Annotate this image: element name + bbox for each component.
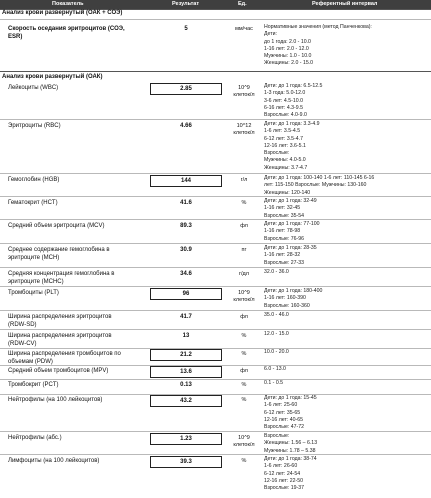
reference-range bbox=[264, 456, 429, 492]
unit-line: % bbox=[241, 397, 247, 403]
unit-line: 10^12 bbox=[236, 123, 252, 129]
reference-line: 1-16 лет: 28-32 bbox=[264, 252, 301, 259]
result-value: 89.3 bbox=[180, 223, 192, 229]
unit-label bbox=[232, 382, 256, 389]
row-divider bbox=[0, 329, 431, 330]
test-name-line: Нейтрофилы (абс.) bbox=[8, 435, 62, 441]
result-value: 30.9 bbox=[180, 247, 192, 253]
reference-line: 6.0 - 13.0 bbox=[264, 366, 286, 372]
reference-line: Дети: bbox=[264, 31, 277, 38]
unit-line: клеток/л bbox=[233, 442, 255, 448]
test-name-line: Среднее содержание гемоглобина в bbox=[8, 247, 110, 253]
reference-range bbox=[264, 121, 429, 172]
result-value: 4.66 bbox=[180, 123, 192, 129]
unit-line: пг bbox=[241, 247, 247, 253]
reference-range bbox=[264, 175, 429, 197]
row-divider bbox=[0, 454, 431, 455]
test-name-line: ESR) bbox=[8, 33, 23, 40]
reference-range bbox=[264, 395, 429, 431]
unit-label bbox=[232, 247, 256, 254]
reference-line: Взрослые: 27-33 bbox=[264, 259, 304, 266]
reference-range bbox=[264, 221, 429, 243]
row-divider bbox=[0, 267, 431, 268]
test-name bbox=[8, 247, 148, 262]
row-divider bbox=[0, 219, 431, 220]
reference-range bbox=[264, 245, 429, 267]
test-name bbox=[8, 382, 148, 390]
test-name-line: Средний объем эритроцита (MCV) bbox=[8, 223, 105, 229]
reference-line: 1-6 лет: 3.5-4.5 bbox=[264, 128, 301, 135]
test-name bbox=[8, 177, 148, 185]
flagged-result-value: 144 bbox=[150, 175, 222, 187]
flagged-result-value: 43.2 bbox=[150, 395, 222, 407]
reference-line: 12-16 лет: 3.6-5.1 bbox=[264, 142, 306, 149]
unit-label bbox=[232, 397, 256, 404]
reference-range bbox=[264, 331, 429, 338]
result-value: 5 bbox=[184, 26, 188, 32]
unit-line: клеток/л bbox=[233, 92, 255, 98]
test-name bbox=[8, 333, 148, 348]
test-name bbox=[8, 123, 148, 131]
test-name bbox=[8, 314, 148, 329]
row-divider bbox=[0, 243, 431, 244]
col-header-reference: Референтный интервал bbox=[312, 1, 378, 7]
reference-line: Нормативные значения (метод Панченкова): bbox=[264, 24, 372, 30]
unit-line: % bbox=[241, 351, 247, 357]
reference-line: 6-12 лет: 24-54 bbox=[264, 470, 301, 477]
test-name-line: эритроците (MCH) bbox=[8, 254, 60, 261]
test-name bbox=[8, 290, 148, 298]
test-name bbox=[8, 397, 148, 405]
unit-line: фл bbox=[240, 368, 248, 374]
reference-line: Женщины: 1.56 – 6.13 bbox=[264, 440, 318, 447]
reference-range bbox=[264, 380, 429, 387]
test-name bbox=[8, 271, 148, 286]
unit-line: клеток/л bbox=[233, 297, 255, 303]
reference-line: Мужчины: 1.0 - 10.0 bbox=[264, 53, 312, 60]
reference-line: 1-16 лет: 160-390 bbox=[264, 295, 306, 302]
reference-line: Взрослые: bbox=[264, 150, 290, 157]
flagged-result-value: 1.23 bbox=[150, 433, 222, 445]
col-header-unit: Ед. bbox=[238, 1, 247, 7]
result-value: 34.6 bbox=[180, 271, 192, 277]
unit-line: % bbox=[241, 333, 247, 339]
reference-line: 6-12 лет: 3.5-4.7 bbox=[264, 135, 303, 142]
unit-line: мм/час bbox=[235, 26, 253, 32]
reference-range bbox=[264, 198, 429, 220]
unit-label bbox=[232, 85, 256, 99]
reference-line: Дети: до 1 года: 180-400 bbox=[264, 288, 323, 294]
reference-range bbox=[264, 366, 429, 373]
reference-line: 1-6 лет: 26-60 bbox=[264, 463, 298, 470]
unit-line: клеток/л bbox=[233, 130, 255, 136]
reference-range bbox=[264, 269, 429, 276]
section-title: Анализ крови развернутый (ОАК) bbox=[2, 74, 103, 80]
test-name bbox=[8, 223, 148, 231]
test-name bbox=[8, 351, 148, 366]
test-name-line: Эритроциты (RBC) bbox=[8, 123, 61, 129]
row-divider bbox=[0, 19, 431, 20]
reference-line: Мужчины: 4.0-5.0 bbox=[264, 157, 306, 164]
unit-label bbox=[232, 271, 256, 278]
unit-label bbox=[232, 26, 256, 33]
test-name bbox=[8, 26, 148, 41]
reference-range bbox=[264, 83, 429, 119]
reference-line: Взрослые: 19-37 bbox=[264, 485, 304, 492]
table-header bbox=[0, 0, 431, 9]
row-divider bbox=[0, 119, 431, 120]
test-name-line: Ширина распределения эритроцитов bbox=[8, 333, 112, 339]
unit-line: г/дл bbox=[239, 271, 249, 277]
row-divider bbox=[0, 310, 431, 311]
unit-line: фл bbox=[240, 314, 248, 320]
col-header-result: Результат bbox=[172, 1, 200, 7]
test-name bbox=[8, 458, 148, 466]
reference-line: 35.0 - 46.0 bbox=[264, 312, 289, 318]
test-name-line: Ширина распределения эритроцитов bbox=[8, 314, 112, 320]
test-name-line: Гематокрит (HCT) bbox=[8, 200, 58, 206]
test-name-line: Скорость оседания эритроцитов (СОЭ, bbox=[8, 26, 125, 32]
reference-line: Взрослые: 47-72 bbox=[264, 424, 304, 431]
reference-line: 12-16 лет: 22-50 bbox=[264, 477, 303, 484]
unit-label bbox=[232, 368, 256, 375]
reference-line: 0.1 - 0.5 bbox=[264, 380, 284, 386]
flagged-result-value: 2.85 bbox=[150, 83, 222, 95]
test-name-line: Гемоглобин (HGB) bbox=[8, 177, 60, 183]
row-divider bbox=[0, 286, 431, 287]
test-name bbox=[8, 200, 148, 208]
reference-line: Женщины: 3.7-4.7 bbox=[264, 164, 308, 171]
reference-line: 6-16 лет: 4.3-9.5 bbox=[264, 104, 303, 111]
unit-label bbox=[232, 290, 256, 304]
test-name-line: (RDW-CV) bbox=[8, 340, 37, 347]
test-name-line: Лимфоциты (на 100 лейкоцитов) bbox=[8, 458, 100, 464]
test-name-line: Средняя концентрация гемоглобина в bbox=[8, 271, 115, 277]
col-header-name: Показатель bbox=[52, 1, 84, 7]
reference-line: Женщины: 120-140 bbox=[264, 189, 311, 196]
unit-line: 10^9 bbox=[238, 85, 250, 91]
flagged-result-value: 13.6 bbox=[150, 366, 222, 378]
reference-line: 32.0 - 36.0 bbox=[264, 269, 289, 275]
reference-line: 1-16 лет: 78-98 bbox=[264, 228, 301, 235]
unit-label bbox=[232, 123, 256, 137]
unit-label bbox=[232, 458, 256, 465]
test-name-line: Тромбокрит (PCT) bbox=[8, 382, 59, 388]
test-name-line: объемам (PDW) bbox=[8, 358, 53, 365]
unit-line: % bbox=[241, 382, 247, 388]
reference-range bbox=[264, 433, 429, 455]
reference-line: Взрослые: 4.0-9.0 bbox=[264, 112, 307, 119]
row-divider bbox=[0, 71, 431, 72]
unit-line: г/л bbox=[240, 177, 248, 183]
test-name-line: эритроците (MCHC) bbox=[8, 278, 64, 285]
unit-label bbox=[232, 435, 256, 449]
reference-line: 10.0 - 20.0 bbox=[264, 349, 289, 355]
test-name-line: Средний объем тромбоцитов (MPV) bbox=[8, 368, 109, 374]
flagged-result-value: 21.2 bbox=[150, 349, 222, 361]
unit-label bbox=[232, 177, 256, 184]
reference-line: Дети: до 1 года: 32-49 bbox=[264, 198, 317, 204]
reference-range bbox=[264, 24, 429, 68]
reference-line: Мужчины: 1.78 – 5.38 bbox=[264, 447, 316, 454]
unit-line: % bbox=[241, 458, 247, 464]
reference-line: 1-3 года: 5.0-12.0 bbox=[264, 90, 306, 97]
row-divider bbox=[0, 431, 431, 432]
unit-line: % bbox=[241, 200, 247, 206]
reference-line: Женщины: 2.0 - 15.0 bbox=[264, 60, 314, 67]
reference-line: Дети: до 1 года: 100-140 1-6 лет: 110-145 6-16 bbox=[264, 175, 375, 181]
test-name bbox=[8, 85, 148, 93]
test-name-line: (RDW-SD) bbox=[8, 321, 37, 328]
unit-label bbox=[232, 351, 256, 358]
reference-line: Дети: до 1 года: 3.3-4.9 bbox=[264, 121, 320, 127]
unit-line: фл bbox=[240, 223, 248, 229]
result-value: 13 bbox=[182, 333, 190, 339]
unit-label bbox=[232, 223, 256, 230]
reference-line: 1-16 лет: 32-45 bbox=[264, 205, 301, 212]
result-value: 41.6 bbox=[180, 200, 192, 206]
reference-line: 3-6 лет: 4.5-10.0 bbox=[264, 97, 303, 104]
unit-label bbox=[232, 200, 256, 207]
reference-range bbox=[264, 312, 429, 319]
reference-line: Взрослые: 160-360 bbox=[264, 302, 310, 309]
reference-line: лет: 115-150 Взрослые: Мужчины: 130-160 bbox=[264, 182, 367, 189]
reference-line: Взрослые: bbox=[264, 433, 290, 439]
test-name-line: Нейтрофилы (на 100 лейкоцитов) bbox=[8, 397, 103, 403]
row-divider bbox=[0, 196, 431, 197]
reference-line: Взрослые: 35-54 bbox=[264, 212, 304, 219]
reference-line: 1-6 лет: 25-60 bbox=[264, 402, 298, 409]
reference-line: 12.0 - 15.0 bbox=[264, 331, 289, 337]
unit-label bbox=[232, 333, 256, 340]
reference-line: Дети: до 1 года: 28-35 bbox=[264, 245, 317, 251]
test-name-line: Ширина распределения тромбоцитов по bbox=[8, 351, 121, 357]
test-name bbox=[8, 368, 148, 376]
reference-line: Взрослые: 76-96 bbox=[264, 235, 304, 242]
section-title: Анализ крови развернутый (ОАК + СОЭ) bbox=[2, 10, 123, 16]
reference-range bbox=[264, 349, 429, 356]
reference-line: Дети: до 1 года: 6.5-12.5 bbox=[264, 83, 323, 89]
test-name-line: Лейкоциты (WBC) bbox=[8, 85, 59, 91]
reference-line: 12-16 лет: 40-65 bbox=[264, 416, 303, 423]
reference-line: 6-12 лет: 35-65 bbox=[264, 409, 301, 416]
row-divider bbox=[0, 173, 431, 174]
reference-line: до 1 года: 2.0 - 10.0 bbox=[264, 38, 311, 45]
flagged-result-value: 39.3 bbox=[150, 456, 222, 468]
reference-line: Дети: до 1 года: 77-100 bbox=[264, 221, 320, 227]
flagged-result-value: 96 bbox=[150, 288, 222, 300]
result-value: 41.7 bbox=[180, 314, 192, 320]
result-value: 0.13 bbox=[180, 382, 192, 388]
reference-line: Дети: до 1 года: 15-45 bbox=[264, 395, 317, 401]
test-name-line: Тромбоциты (PLT) bbox=[8, 290, 59, 296]
reference-line: 1-16 лет: 2.0 - 12.0 bbox=[264, 45, 309, 52]
test-name bbox=[8, 435, 148, 443]
unit-label bbox=[232, 314, 256, 321]
unit-line: 10^9 bbox=[238, 435, 250, 441]
unit-line: 10^9 bbox=[238, 290, 250, 296]
reference-range bbox=[264, 288, 429, 310]
reference-line: Дети: до 1 года: 38-74 bbox=[264, 456, 317, 462]
